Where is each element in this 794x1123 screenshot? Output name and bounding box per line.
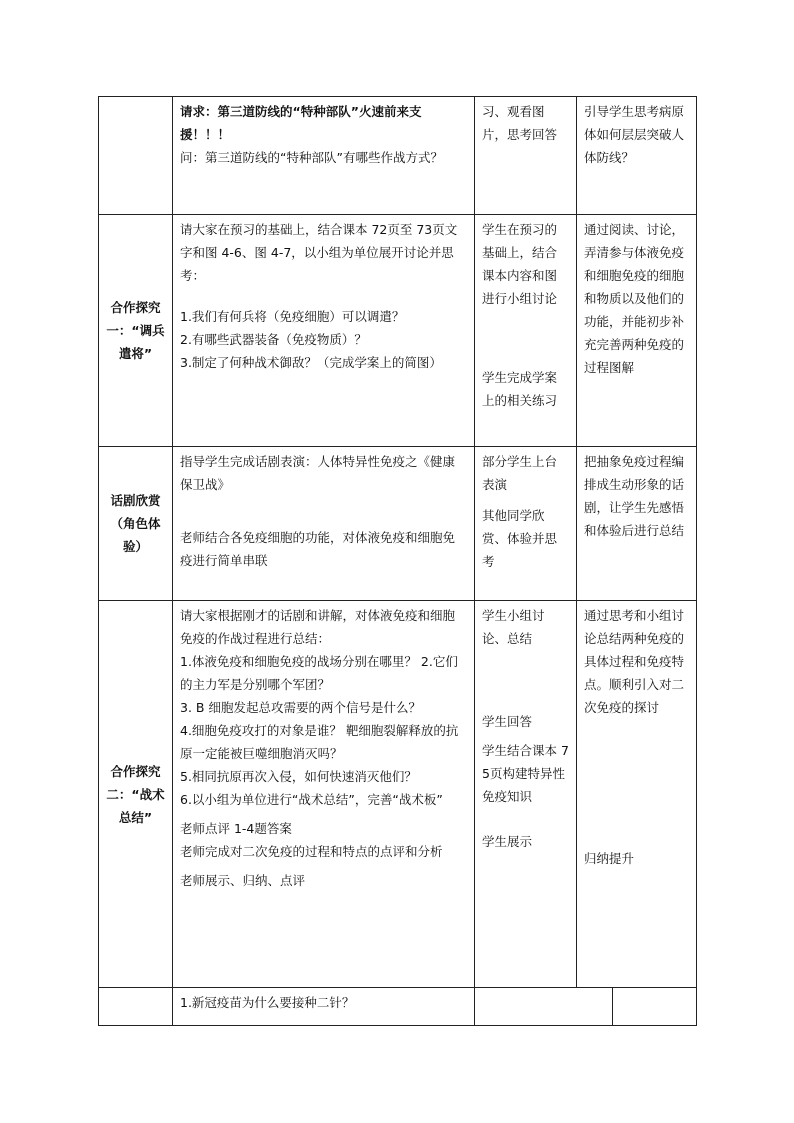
request-text: 第三道防线的“特种部队”火速前来支援！！！ bbox=[180, 104, 422, 142]
teacher-activity-cell bbox=[173, 447, 475, 601]
row-label bbox=[99, 97, 173, 215]
question-6: 6.以小组为单位进行“战术总结”，完善“战术板” bbox=[180, 792, 443, 807]
design-intent-cell bbox=[577, 601, 697, 988]
table-row bbox=[99, 447, 697, 601]
activity-text: 指导学生完成话剧表演：人体特异性免疫之《健康保卫战》 bbox=[180, 454, 456, 492]
design-intent-cell bbox=[577, 215, 697, 447]
student-activity-text: 学生展示 bbox=[482, 834, 533, 849]
question-1: 1.我们有何兵将（免疫细胞）可以调遣？ bbox=[180, 309, 405, 324]
student-activity-text: 学生结合课本 75页构建特异性免疫知识 bbox=[482, 743, 569, 804]
design-intent-text: 引导学生思考病原体如何层层突破人体防线？ bbox=[584, 104, 685, 165]
row-label: 合作探究二：“战术总结” bbox=[99, 601, 173, 988]
teacher-note: 老师展示、归纳、点评 bbox=[180, 873, 306, 888]
table-row bbox=[99, 97, 697, 215]
design-intent-text: 通过思考和小组讨论总结两种免疫的具体过程和免疫特点。顺利引入对二次免疫的探讨 bbox=[584, 608, 685, 715]
teacher-activity-cell bbox=[173, 601, 475, 988]
question-3: 3. B 细胞发起总攻需要的两个信号是什么？ bbox=[180, 700, 421, 715]
student-activity-text: 习、观看图片，思考回答 bbox=[482, 104, 558, 142]
design-intent-cell bbox=[577, 97, 697, 215]
student-activity-text: 学生在预习的基础上，结合课本内容和图进行小组讨论 bbox=[482, 222, 558, 306]
lesson-plan-table bbox=[98, 96, 697, 1026]
teacher-note: 老师完成对二次免疫的过程和特点的点评和分析 bbox=[180, 844, 443, 859]
question-text: 问：第三道防线的“特种部队”有哪些作战方式？ bbox=[180, 150, 443, 165]
student-activity-cell bbox=[475, 215, 577, 447]
teacher-activity-cell bbox=[173, 988, 475, 1026]
question-1: 1.新冠疫苗为什么要接种二针？ bbox=[180, 995, 355, 1010]
design-intent-text: 通过阅读、讨论，弄清参与体液免疫和细胞免疫的细胞和物质以及他们的功能，并能初步补充完善两种免疫的过程图解 bbox=[584, 222, 685, 375]
intro-text: 请大家在预习的基础上，结合课本 72页至 73页文字和图 4-6、图 4-7，以小组为单位展开讨论并思考： bbox=[180, 222, 458, 283]
question-4: 4.细胞免疫攻打的对象是谁？ 靶细胞裂解释放的抗原一定能被巨噬细胞消灭吗？ bbox=[180, 723, 459, 761]
design-intent-text: 归纳提升 bbox=[584, 851, 635, 866]
teacher-activity-cell bbox=[173, 215, 475, 447]
table-row bbox=[99, 601, 697, 988]
row-label: 话剧欣赏（角色体验） bbox=[99, 447, 173, 601]
teacher-activity-cell bbox=[173, 97, 475, 215]
intro-text: 请大家根据刚才的话剧和讲解，对体液免疫和细胞免疫的作战过程进行总结： bbox=[180, 608, 456, 646]
question-5: 5.相同抗原再次入侵，如何快速消灭他们？ bbox=[180, 769, 417, 784]
design-intent-cell bbox=[577, 447, 697, 601]
activity-text: 老师结合各免疫细胞的功能，对体液免疫和细胞免疫进行简单串联 bbox=[180, 530, 456, 568]
student-activity-text: 学生完成学案上的相关练习 bbox=[482, 370, 558, 408]
cell-divider bbox=[612, 988, 613, 1025]
student-activity-text: 其他同学欣赏、体验并思考 bbox=[482, 508, 558, 569]
student-activity-text: 学生回答 bbox=[482, 714, 533, 729]
student-activity-text: 学生小组讨论、总结 bbox=[482, 608, 545, 646]
teacher-note: 老师点评 1-4题答案 bbox=[180, 821, 292, 836]
empty-cell bbox=[475, 988, 697, 1026]
student-activity-text: 部分学生上台表演 bbox=[482, 454, 558, 492]
row-label bbox=[99, 988, 173, 1026]
table-row bbox=[99, 988, 697, 1026]
request-label: 请求： bbox=[180, 104, 218, 119]
student-activity-cell bbox=[475, 601, 577, 988]
row-label: 合作探究一：“调兵遣将” bbox=[99, 215, 173, 447]
student-activity-cell bbox=[475, 97, 577, 215]
question-2: 2.有哪些武器装备（免疫物质）？ bbox=[180, 332, 367, 347]
question-1: 1.体液免疫和细胞免疫的战场分别在哪里？ 2.它们的主力军是分别哪个军团？ bbox=[180, 654, 458, 692]
student-activity-cell bbox=[475, 447, 577, 601]
table-row bbox=[99, 215, 697, 447]
question-3: 3.制定了何种战术御敌？（完成学案上的简图） bbox=[180, 355, 442, 370]
design-intent-text: 把抽象免疫过程编排成生动形象的话剧，让学生先感悟和体验后进行总结 bbox=[584, 454, 685, 538]
